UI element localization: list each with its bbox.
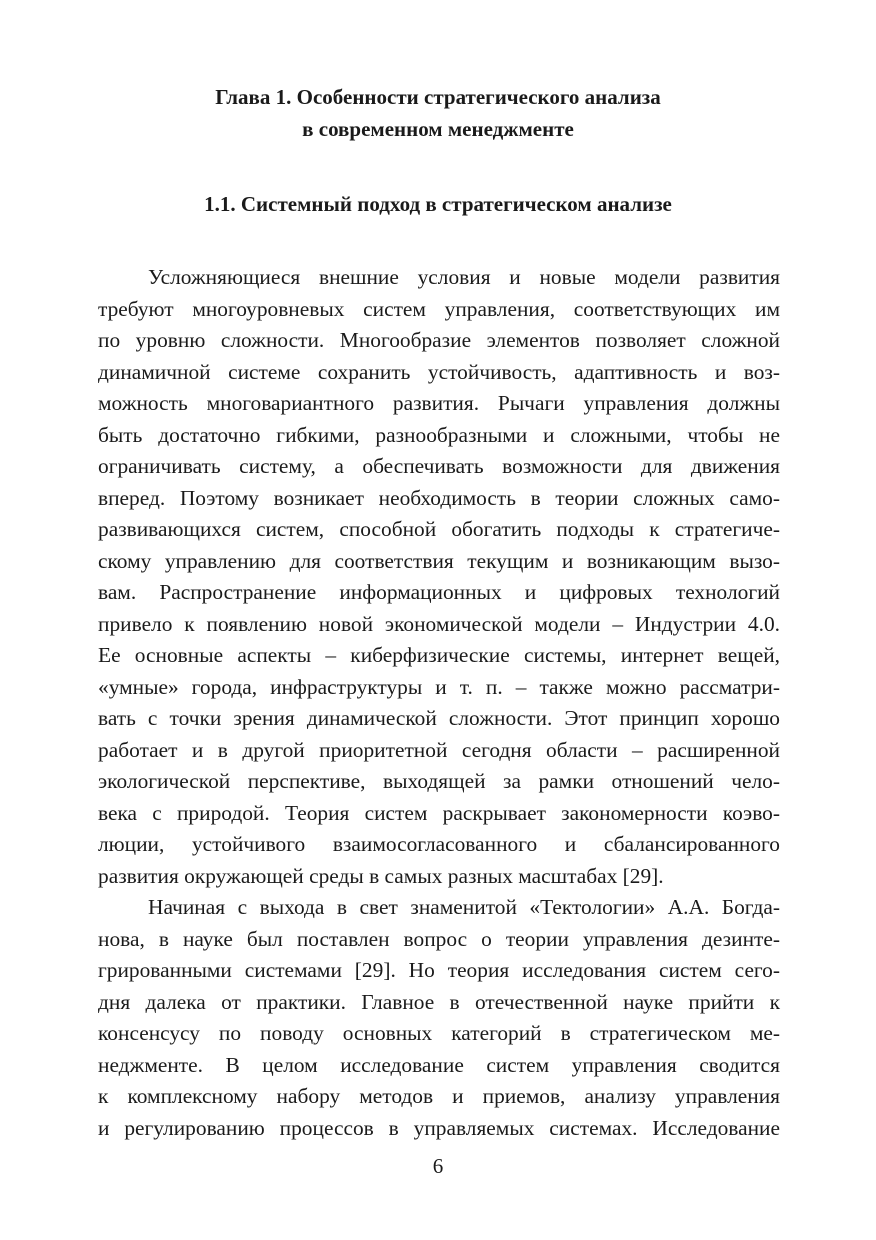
paragraph-1-line: вам. Распространение информационных и цифровых технологий: [98, 580, 780, 604]
page-number: 6: [432, 1154, 444, 1178]
paragraph-2-line: неджменте. В целом исследование систем управления сводится: [98, 1052, 780, 1077]
paragraph-1-line: экологической перспективе, выходящей за рамки отношений чело-: [98, 769, 780, 793]
paragraph-1-line: Усложняющиеся внешние условия и новые модели развития: [148, 265, 780, 289]
paragraph-1-line: по уровню сложности. Многообразие элементов позволяет сложной: [98, 328, 780, 352]
paragraph-1-line: ограничивать систему, а обеспечивать возможности для движения: [98, 454, 780, 478]
paragraph-1-line: люции, устойчивого взаимосогласованного и сбалансированного: [98, 832, 780, 856]
paragraph-1-line: привело к появлению новой экономической модели – Индустрии 4.0.: [98, 611, 780, 636]
section-title: 1.1. Системный подход в стратегическом анализе: [204, 192, 672, 216]
chapter-title: [98, 81, 778, 145]
chapter-title-line-2: в современном менеджменте: [302, 117, 574, 141]
paragraph-2-line: к комплексному набору методов и приемов, анализу управления: [98, 1084, 780, 1108]
paragraph-1-line: развития окружающей среды в самых разных масштабах [29].: [98, 863, 664, 888]
paragraph-1-line: вперед. Поэтому возникает необходимость в теории сложных само-: [98, 485, 780, 510]
paragraph-1-line: Ее основные аспекты – киберфизические системы, интернет вещей,: [98, 643, 780, 667]
paragraph-1-line: быть достаточно гибкими, разнообразными и сложными, чтобы не: [98, 422, 780, 447]
body-text: [98, 262, 780, 1144]
paragraph-2-line: дня далека от практики. Главное в отечественной науке прийти к: [98, 989, 780, 1014]
paragraph-2-line: грированными системами [29]. Но теория исследования систем сего-: [98, 958, 780, 982]
paragraph-1-line: работает и в другой приоритетной сегодня области – расширенной: [98, 737, 780, 762]
paragraph-2-line: нова, в науке был поставлен вопрос о теории управления дезинте-: [98, 926, 780, 951]
paragraph-2-line: консенсусу по поводу основных категорий в стратегическом ме-: [98, 1021, 780, 1045]
paragraph-1-line: требуют многоуровневых систем управления, соответствующих им: [98, 296, 780, 321]
paragraph-1-line: вать с точки зрения динамической сложности. Этот принцип хорошо: [98, 706, 780, 730]
paragraph-1-line: можность многовариантного развития. Рычаги управления должны: [98, 391, 780, 415]
paragraph-1-line: динамичной системе сохранить устойчивость, адаптивность и воз-: [98, 359, 780, 384]
paragraph-1-line: века с природой. Теория систем раскрывает закономерности коэво-: [98, 800, 780, 825]
paragraph-2-line: Начиная с выхода в свет знаменитой «Тектологии» А.А. Богда-: [148, 895, 780, 919]
paragraph-1-line: «умные» города, инфраструктуры и т. п. – также можно рассматри-: [98, 674, 780, 699]
paragraph-1-line: развивающихся систем, способной обогатить подходы к стратегиче-: [98, 517, 780, 541]
chapter-title-line-1: Глава 1. Особенности стратегического анализа: [215, 85, 661, 109]
paragraph-1-line: скому управлению для соответствия текущим и возникающим вызо-: [98, 548, 780, 573]
paragraph-2-line: и регулированию процессов в управляемых системах. Исследование: [98, 1115, 780, 1140]
